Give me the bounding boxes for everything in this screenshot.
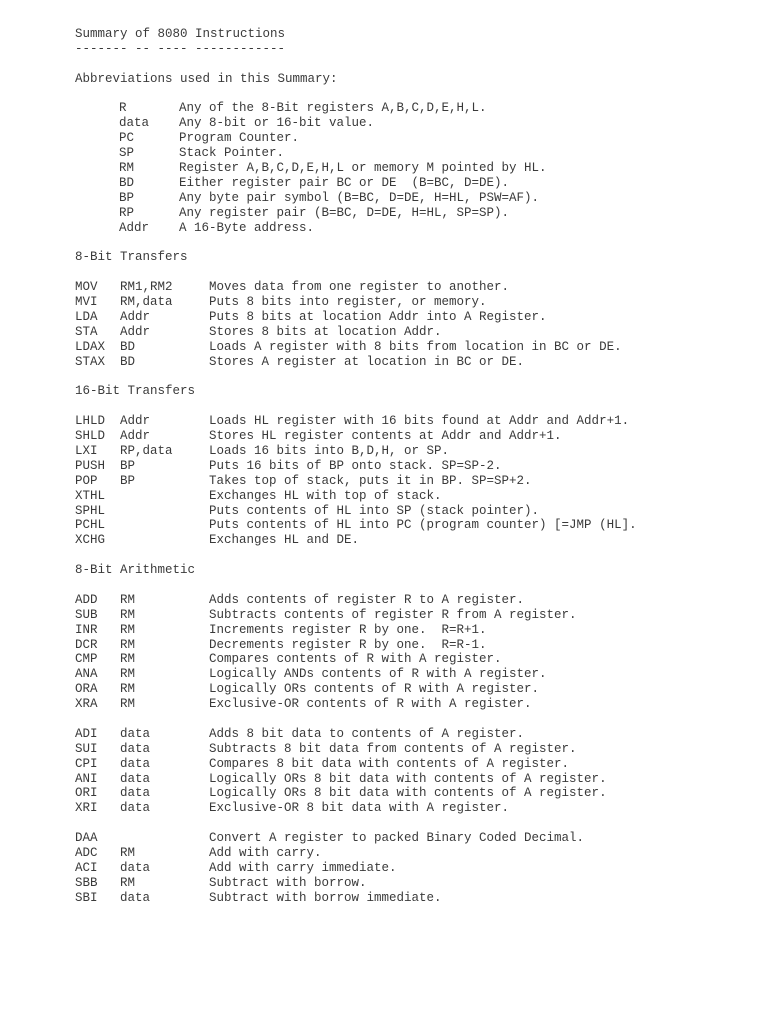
instruction-description: Add with carry immediate.	[209, 860, 397, 875]
abbreviation-key: RM	[119, 161, 135, 176]
instruction-mnemonic: LDAX	[75, 339, 106, 354]
instruction-operands: Addr	[120, 324, 151, 339]
instruction-mnemonic: DCR	[75, 637, 98, 652]
instruction-mnemonic: ORI	[75, 786, 98, 801]
instruction-description: Logically ORs 8 bit data with contents of A register.	[209, 786, 607, 801]
spacer	[75, 57, 755, 72]
instruction-mnemonic: SPHL	[75, 503, 106, 518]
instruction-mnemonic: SUB	[75, 607, 98, 622]
instruction-mnemonic: LDA	[75, 309, 98, 324]
instruction-operands: RM	[120, 845, 136, 860]
instruction-operands: Addr	[120, 429, 151, 444]
abbreviation-description: Program Counter.	[179, 131, 300, 146]
instruction-description: Compares contents of R with A register.	[209, 652, 502, 667]
instruction-row	[75, 667, 755, 682]
instruction-mnemonic: POP	[75, 473, 98, 488]
abbreviation-row	[75, 191, 755, 206]
spacer	[75, 399, 755, 414]
instruction-description: Logically ORs 8 bit data with contents of A register.	[209, 771, 607, 786]
instruction-operands: data	[120, 860, 151, 875]
instruction-operands: RM	[120, 875, 136, 890]
instruction-description: Puts 8 bits at location Addr into A Register.	[209, 309, 547, 324]
instruction-operands: data	[120, 771, 151, 786]
instruction-description: Puts 16 bits of BP onto stack. SP=SP-2.	[209, 458, 502, 473]
instruction-description: Add with carry.	[209, 845, 322, 860]
abbreviation-key: Addr	[119, 220, 150, 235]
instruction-mnemonic: LHLD	[75, 414, 106, 429]
instruction-operands: RM	[120, 682, 136, 697]
instruction-description: Compares 8 bit data with contents of A register.	[209, 756, 570, 771]
instruction-row	[75, 623, 755, 638]
instruction-mnemonic: ADC	[75, 845, 98, 860]
abbreviation-description: Any register pair (B=BC, D=DE, H=HL, SP=SP).	[179, 205, 510, 220]
instruction-row	[75, 355, 755, 370]
instruction-mnemonic: ANA	[75, 667, 98, 682]
instruction-mnemonic: XRA	[75, 697, 98, 712]
abbreviations-heading: Abbreviations used in this Summary:	[75, 71, 338, 86]
spacer	[75, 265, 755, 280]
instruction-row	[75, 831, 755, 846]
instruction-description: Logically ORs contents of R with A register.	[209, 682, 540, 697]
instruction-operands: BD	[120, 339, 136, 354]
instruction-mnemonic: MVI	[75, 295, 98, 310]
abbreviation-row	[75, 161, 755, 176]
instruction-mnemonic: XRI	[75, 801, 98, 816]
abbreviation-row	[75, 131, 755, 146]
instruction-mnemonic: LXI	[75, 443, 98, 458]
abbreviation-key: PC	[119, 131, 135, 146]
instruction-row	[75, 682, 755, 697]
abbreviation-key: BP	[119, 190, 135, 205]
instruction-row	[75, 846, 755, 861]
instruction-row	[75, 340, 755, 355]
instruction-mnemonic: PCHL	[75, 518, 106, 533]
instruction-row	[75, 459, 755, 474]
spacer	[75, 369, 755, 384]
instruction-row	[75, 786, 755, 801]
instruction-row	[75, 801, 755, 816]
spacer	[75, 548, 755, 563]
instruction-row	[75, 429, 755, 444]
instruction-row	[75, 876, 755, 891]
instruction-row	[75, 280, 755, 295]
instruction-operands: data	[120, 726, 151, 741]
abbreviation-description: A 16-Byte address.	[179, 220, 315, 235]
abbreviation-key: data	[119, 116, 150, 131]
instruction-description: Decrements register R by one. R=R-1.	[209, 637, 487, 652]
spacer	[75, 578, 755, 593]
section-heading: 16-Bit Transfers	[75, 384, 196, 399]
section-heading: 8-Bit Arithmetic	[75, 563, 196, 578]
instruction-description: Takes top of stack, puts it in BP. SP=SP+2.	[209, 473, 532, 488]
instruction-row	[75, 414, 755, 429]
instruction-description: Stores HL register contents at Addr and Addr+1.	[209, 429, 562, 444]
abbreviations-list	[75, 101, 755, 235]
instruction-row	[75, 772, 755, 787]
instruction-operands: RM	[120, 667, 136, 682]
instruction-mnemonic: STA	[75, 324, 98, 339]
abbreviation-description: Any byte pair symbol (B=BC, D=DE, H=HL, PSW=AF).	[179, 190, 540, 205]
instruction-description: Puts contents of HL into PC (program counter) [=JMP (HL].	[209, 518, 637, 533]
abbreviation-row	[75, 116, 755, 131]
instruction-mnemonic: SHLD	[75, 429, 106, 444]
instruction-mnemonic: XCHG	[75, 533, 106, 548]
instruction-mnemonic: ADI	[75, 726, 98, 741]
instruction-row	[75, 444, 755, 459]
instruction-mnemonic: XTHL	[75, 488, 106, 503]
instruction-description: Moves data from one register to another.	[209, 280, 510, 295]
instruction-row	[75, 727, 755, 742]
document-page	[75, 27, 755, 906]
instruction-description: Adds contents of register R to A register.	[209, 592, 525, 607]
abbreviation-description: Either register pair BC or DE (B=BC, D=DE).	[179, 175, 510, 190]
instruction-operands: data	[120, 756, 151, 771]
instruction-sections	[75, 235, 755, 905]
instruction-description: Subtract with borrow.	[209, 875, 367, 890]
instruction-row	[75, 518, 755, 533]
title-underline: ------- -- ---- ------------	[75, 41, 286, 56]
instruction-description: Loads 16 bits into B,D,H, or SP.	[209, 443, 450, 458]
instruction-description: Puts contents of HL into SP (stack pointer).	[209, 503, 540, 518]
instruction-row	[75, 474, 755, 489]
instruction-row	[75, 608, 755, 623]
instruction-description: Subtracts contents of register R from A register.	[209, 607, 577, 622]
instruction-operands: RM	[120, 652, 136, 667]
instruction-mnemonic: SUI	[75, 741, 98, 756]
instruction-row	[75, 489, 755, 504]
instruction-mnemonic: STAX	[75, 354, 106, 369]
document-title: Summary of 8080 Instructions	[75, 27, 286, 41]
section-heading: 8-Bit Transfers	[75, 250, 188, 265]
abbreviation-row	[75, 206, 755, 221]
instruction-description: Stores A register at location in BC or DE.	[209, 354, 525, 369]
instruction-description: Puts 8 bits into register, or memory.	[209, 295, 487, 310]
instruction-description: Exchanges HL with top of stack.	[209, 488, 442, 503]
abbreviation-row	[75, 221, 755, 236]
instruction-description: Exclusive-OR contents of R with A register.	[209, 697, 532, 712]
instruction-mnemonic: SBI	[75, 890, 98, 905]
instruction-operands: RM1,RM2	[120, 280, 173, 295]
abbreviation-key: RP	[119, 205, 135, 220]
instruction-description: Loads A register with 8 bits from location in BC or DE.	[209, 339, 622, 354]
instruction-operands: data	[120, 741, 151, 756]
instruction-row	[75, 652, 755, 667]
spacer	[75, 87, 755, 102]
abbreviation-key: R	[119, 101, 127, 116]
instruction-operands: BP	[120, 473, 136, 488]
instruction-operands: BP	[120, 458, 136, 473]
instruction-mnemonic: DAA	[75, 831, 98, 846]
instruction-row	[75, 861, 755, 876]
instruction-mnemonic: MOV	[75, 280, 98, 295]
instruction-mnemonic: ACI	[75, 860, 98, 875]
instruction-row	[75, 891, 755, 906]
instruction-operands: RM	[120, 592, 136, 607]
instruction-row	[75, 593, 755, 608]
instruction-operands: RM	[120, 622, 136, 637]
instruction-description: Loads HL register with 16 bits found at Addr and Addr+1.	[209, 414, 630, 429]
instruction-operands: data	[120, 801, 151, 816]
instruction-description: Convert A register to packed Binary Coded Decimal.	[209, 831, 585, 846]
instruction-row	[75, 325, 755, 340]
instruction-row	[75, 295, 755, 310]
instruction-operands: RM	[120, 607, 136, 622]
instruction-description: Subtracts 8 bit data from contents of A register.	[209, 741, 577, 756]
instruction-description: Subtract with borrow immediate.	[209, 890, 442, 905]
instruction-operands: data	[120, 786, 151, 801]
next-page-fragment	[75, 1016, 195, 1024]
instruction-operands: RM	[120, 697, 136, 712]
spacer	[75, 712, 755, 727]
instruction-row	[75, 504, 755, 519]
abbreviation-key: BD	[119, 175, 135, 190]
instruction-row	[75, 310, 755, 325]
instruction-mnemonic: ADD	[75, 592, 98, 607]
instruction-description: Increments register R by one. R=R+1.	[209, 622, 487, 637]
instruction-description: Exchanges HL and DE.	[209, 533, 360, 548]
instruction-operands: Addr	[120, 309, 151, 324]
abbreviation-description: Any 8-bit or 16-bit value.	[179, 116, 375, 131]
instruction-operands: Addr	[120, 414, 151, 429]
instruction-mnemonic: SBB	[75, 875, 98, 890]
abbreviation-key: SP	[119, 146, 135, 161]
instruction-description: Logically ANDs contents of R with A register.	[209, 667, 547, 682]
abbreviation-row	[75, 146, 755, 161]
instruction-mnemonic: ANI	[75, 771, 98, 786]
spacer	[75, 816, 755, 831]
instruction-mnemonic: CMP	[75, 652, 98, 667]
spacer	[75, 235, 755, 250]
instruction-mnemonic: PUSH	[75, 458, 106, 473]
instruction-operands: RM	[120, 637, 136, 652]
instruction-operands: BD	[120, 354, 136, 369]
instruction-mnemonic: CPI	[75, 756, 98, 771]
instruction-row	[75, 742, 755, 757]
abbreviation-row	[75, 176, 755, 191]
instruction-mnemonic: INR	[75, 622, 98, 637]
instruction-operands: RM,data	[120, 295, 173, 310]
instruction-row	[75, 697, 755, 712]
instruction-row	[75, 638, 755, 653]
abbreviation-description: Stack Pointer.	[179, 146, 285, 161]
instruction-operands: RP,data	[120, 443, 173, 458]
instruction-operands: data	[120, 890, 151, 905]
instruction-description: Adds 8 bit data to contents of A register.	[209, 726, 525, 741]
instruction-row	[75, 533, 755, 548]
instruction-row	[75, 757, 755, 772]
instruction-description: Stores 8 bits at location Addr.	[209, 324, 442, 339]
instruction-mnemonic: ORA	[75, 682, 98, 697]
abbreviation-description: Any of the 8-Bit registers A,B,C,D,E,H,L.	[179, 101, 487, 116]
abbreviation-description: Register A,B,C,D,E,H,L or memory M pointed by HL.	[179, 161, 547, 176]
instruction-description: Exclusive-OR 8 bit data with A register.	[209, 801, 510, 816]
abbreviation-row	[75, 101, 755, 116]
